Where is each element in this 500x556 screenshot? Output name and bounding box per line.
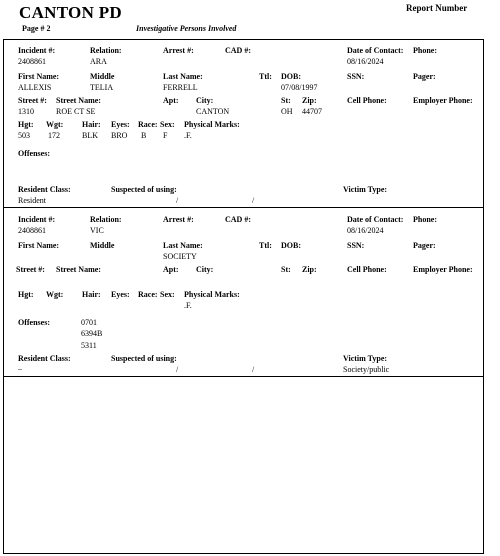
city-label: City: xyxy=(196,96,214,105)
agency-title: CANTON PD xyxy=(19,3,122,22)
st-label: St: xyxy=(281,265,291,274)
employer-phone-label: Employer Phone: xyxy=(413,96,473,105)
report-frame xyxy=(3,39,484,554)
phone-label: Phone: xyxy=(413,215,437,224)
hair-label: Hair: xyxy=(82,120,101,129)
relation-value: ARA xyxy=(90,57,107,66)
suspected-slash-1: / xyxy=(176,365,179,374)
ssn-label: SSN: xyxy=(347,72,365,81)
person-separator xyxy=(3,207,484,208)
eyes-value: BRO xyxy=(111,131,128,140)
resident-class-label: Resident Class: xyxy=(18,185,71,194)
offense-code: 6394B xyxy=(81,329,103,338)
zip-label: Zip: xyxy=(302,265,317,274)
ssn-label: SSN: xyxy=(347,241,365,250)
arrest-label: Arrest #: xyxy=(163,46,194,55)
apt-label: Apt: xyxy=(163,96,179,105)
incident-value: 2408861 xyxy=(18,226,46,235)
apt-label: Apt: xyxy=(163,265,179,274)
hair-label: Hair: xyxy=(82,290,101,299)
race-value: B xyxy=(141,131,147,140)
zip-label: Zip: xyxy=(302,96,317,105)
race-label: Race: xyxy=(138,290,158,299)
sex-label: Sex: xyxy=(160,290,175,299)
offenses-label: Offenses: xyxy=(18,318,50,327)
eyes-label: Eyes: xyxy=(111,120,130,129)
page-number: Page # 2 xyxy=(22,24,51,33)
st-label: St: xyxy=(281,96,291,105)
resident-class-value: Resident xyxy=(18,196,46,205)
incident-value: 2408861 xyxy=(18,57,46,66)
date-of-contact-label: Date of Contact: xyxy=(347,46,404,55)
eyes-label: Eyes: xyxy=(111,290,130,299)
physical-marks-label: Physical Marks: xyxy=(184,120,240,129)
date-of-contact-value: 08/16/2024 xyxy=(347,226,384,235)
st-value: OH xyxy=(281,107,293,116)
date-of-contact-label: Date of Contact: xyxy=(347,215,404,224)
last-name-label: Last Name: xyxy=(163,241,203,250)
dob-label: DOB: xyxy=(281,72,301,81)
city-value: CANTON xyxy=(196,107,230,116)
hgt-label: Hgt: xyxy=(18,290,34,299)
dob-value: 07/08/1997 xyxy=(281,83,318,92)
offenses-label: Offenses: xyxy=(18,149,50,158)
cell-phone-label: Cell Phone: xyxy=(347,265,387,274)
victim-type-value: Society/public xyxy=(343,365,390,374)
pager-label: Pager: xyxy=(413,72,436,81)
relation-label: Relation: xyxy=(90,46,122,55)
suspected-slash-2: / xyxy=(252,365,255,374)
report-number-label: Report Number xyxy=(406,3,468,13)
resident-class-value: _ xyxy=(18,362,22,371)
last-name-label: Last Name: xyxy=(163,72,203,81)
incident-label: Incident #: xyxy=(18,215,56,224)
phone-label: Phone: xyxy=(413,46,437,55)
victim-type-label: Victim Type: xyxy=(343,185,388,194)
sex-label: Sex: xyxy=(160,120,175,129)
wgt-label: Wgt: xyxy=(46,290,64,299)
hgt-label: Hgt: xyxy=(18,120,34,129)
offense-code: 5311 xyxy=(81,341,97,350)
street-no-value: 1310 xyxy=(18,107,34,116)
wgt-value: 172 xyxy=(48,131,60,140)
employer-phone-label: Employer Phone: xyxy=(413,265,473,274)
ttl-label: Ttl: xyxy=(259,241,272,250)
offense-code: 0701 xyxy=(81,318,97,327)
section-end-line xyxy=(3,376,484,377)
last-name-value: SOCIETY xyxy=(163,252,197,261)
street-no-label: Street #: xyxy=(18,96,47,105)
street-name-label: Street Name: xyxy=(56,96,101,105)
zip-value: 44707 xyxy=(302,107,322,116)
first-name-label: First Name: xyxy=(18,241,60,250)
arrest-label: Arrest #: xyxy=(163,215,194,224)
physical-marks-label: Physical Marks: xyxy=(184,290,240,299)
cad-label: CAD #: xyxy=(225,215,251,224)
middle-label: Middle xyxy=(90,241,115,250)
incident-label: Incident #: xyxy=(18,46,56,55)
hair-value: BLK xyxy=(82,131,98,140)
physical-marks-value: .F. xyxy=(184,301,192,310)
last-name-value: FERRELL xyxy=(163,83,198,92)
date-of-contact-value: 08/16/2024 xyxy=(347,57,384,66)
suspected-slash-1: / xyxy=(176,196,179,205)
race-label: Race: xyxy=(138,120,158,129)
cad-label: CAD #: xyxy=(225,46,251,55)
dob-label: DOB: xyxy=(281,241,301,250)
ttl-label: Ttl: xyxy=(259,72,272,81)
middle-label: Middle xyxy=(90,72,115,81)
relation-label: Relation: xyxy=(90,215,122,224)
street-no-label: Street #: xyxy=(16,265,45,274)
relation-value: VIC xyxy=(90,226,104,235)
victim-type-label: Victim Type: xyxy=(343,354,388,363)
suspected-of-using-label: Suspected of using: xyxy=(111,354,177,363)
cell-phone-label: Cell Phone: xyxy=(347,96,387,105)
middle-value: TELIA xyxy=(90,83,114,92)
suspected-of-using-label: Suspected of using: xyxy=(111,185,177,194)
street-name-label: Street Name: xyxy=(56,265,101,274)
resident-class-label: Resident Class: xyxy=(18,354,71,363)
section-title: Investigative Persons Involved xyxy=(136,24,237,33)
first-name-label: First Name: xyxy=(18,72,60,81)
first-name-value: ALLEXIS xyxy=(18,83,52,92)
pager-label: Pager: xyxy=(413,241,436,250)
suspected-slash-2: / xyxy=(252,196,255,205)
hgt-value: 503 xyxy=(18,131,30,140)
city-label: City: xyxy=(196,265,214,274)
physical-marks-value: .F. xyxy=(184,131,192,140)
wgt-label: Wgt: xyxy=(46,120,64,129)
street-name-value: ROE CT SE xyxy=(56,107,96,116)
sex-value: F xyxy=(163,131,168,140)
